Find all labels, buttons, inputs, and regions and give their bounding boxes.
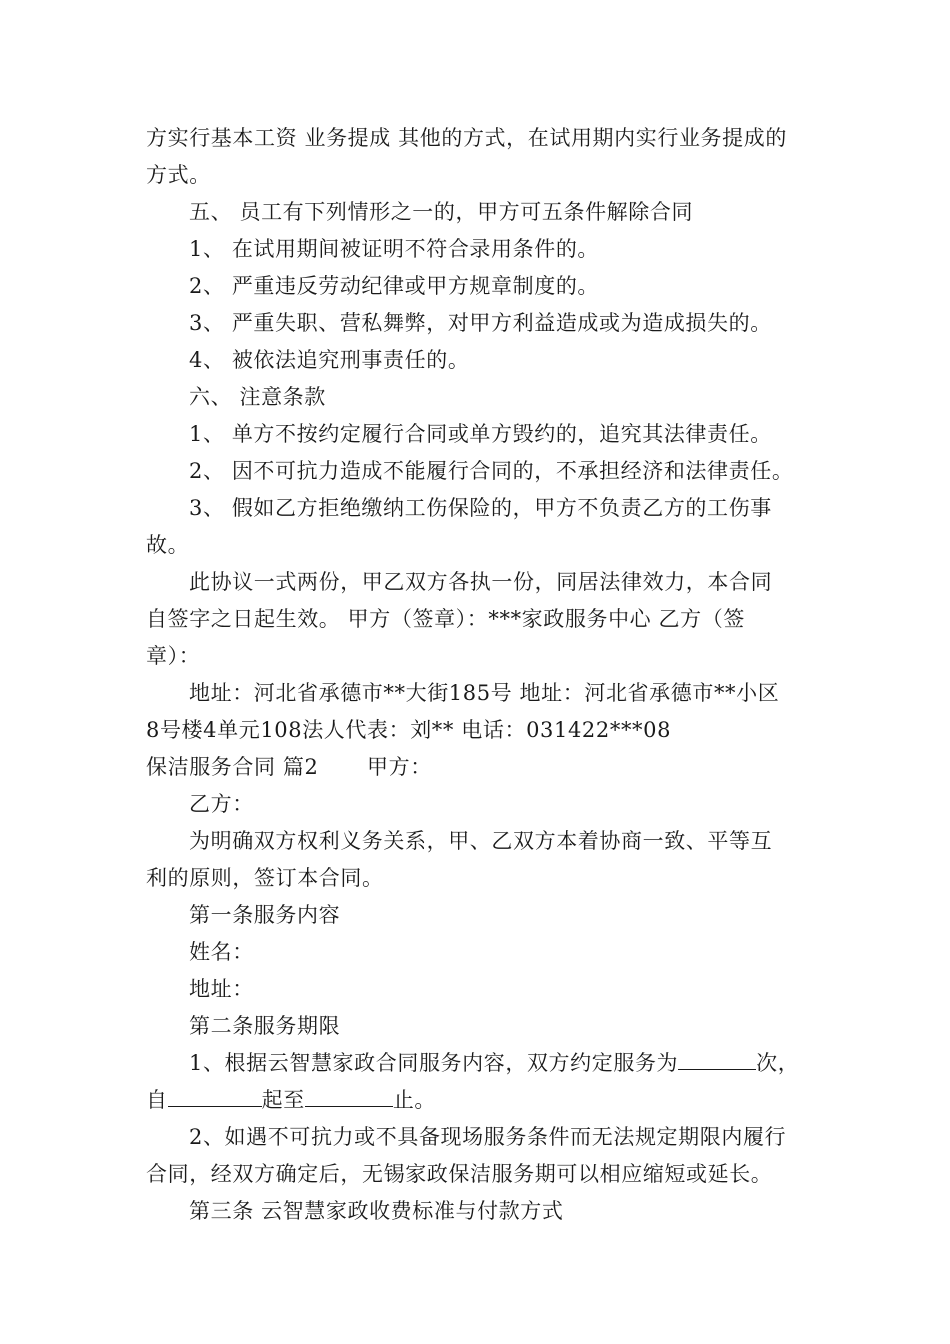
address-line: 8号楼4单元108法人代表：刘** 电话：031422***08 [146,718,672,742]
address-line: 地址：河北省承德市**大街185号 地址：河北省承德市**小区 [189,681,780,705]
list-item: 1、 在试用期间被证明不符合录用条件的。 [189,237,600,261]
text-line: 章）： [146,644,201,668]
text-line: 故。 [146,533,190,557]
end-date-blank [305,1088,393,1107]
list-item: 3、 假如乙方拒绝缴纳工伤保险的，甲方不负责乙方的工伤事 [189,496,772,520]
text-span: 次， [756,1051,800,1075]
section-heading: 六、 注意条款 [189,385,326,409]
text-span: 自 [146,1088,168,1112]
party-b-label: 乙方： [189,792,254,816]
service-times-line [189,1047,799,1077]
section-heading: 五、 员工有下列情形之一的，甲方可五条件解除合同 [189,200,694,224]
start-date-blank [168,1088,262,1107]
party-a-label: 甲方： [367,755,432,779]
text-span: 1、根据云智慧家政合同服务内容，双方约定服务为 [189,1051,679,1075]
service-period-line [146,1084,436,1114]
section-heading: 第一条服务内容 [189,903,341,927]
text-line: 自签字之日起生效。 甲方（签章）：***家政服务中心 乙方（签 [146,607,745,631]
contract-title: 保洁服务合同 篇2 [146,755,319,779]
text-line: 合同，经双方确定后，无锡家政保洁服务期可以相应缩短或延长。 [146,1162,773,1186]
list-item: 1、 单方不按约定履行合同或单方毁约的，追究其法律责任。 [189,422,772,446]
text-line: 此协议一式两份，甲乙双方各执一份，同居法律效力，本合同 [189,570,773,594]
section-heading: 第三条 云智慧家政收费标准与付款方式 [189,1199,564,1223]
text-line: 为明确双方权利义务关系，甲、乙双方本着协商一致、平等互 [189,829,773,853]
list-item: 2、 因不可抗力造成不能履行合同的，不承担经济和法律责任。 [189,459,794,483]
section-heading: 第二条服务期限 [189,1014,341,1038]
text-span: 起至 [261,1088,305,1112]
address-label: 地址： [189,977,254,1001]
times-blank [678,1051,756,1070]
text-span: 止。 [392,1088,437,1112]
list-item: 3、 严重失职、营私舞弊，对甲方利益造成或为造成损失的。 [189,311,772,335]
text-line: 方实行基本工资 业务提成 其他的方式，在试用期内实行业务提成的 [146,126,787,150]
text-line: 方式。 [146,163,211,187]
text-line: 利的原则，签订本合同。 [146,866,384,890]
list-item: 4、 被依法追究刑事责任的。 [189,348,470,372]
list-item: 2、 严重违反劳动纪律或甲方规章制度的。 [189,274,600,298]
text-line: 2、如遇不可抗力或不具备现场服务条件而无法规定期限内履行 [189,1125,787,1149]
name-label: 姓名： [189,940,254,964]
